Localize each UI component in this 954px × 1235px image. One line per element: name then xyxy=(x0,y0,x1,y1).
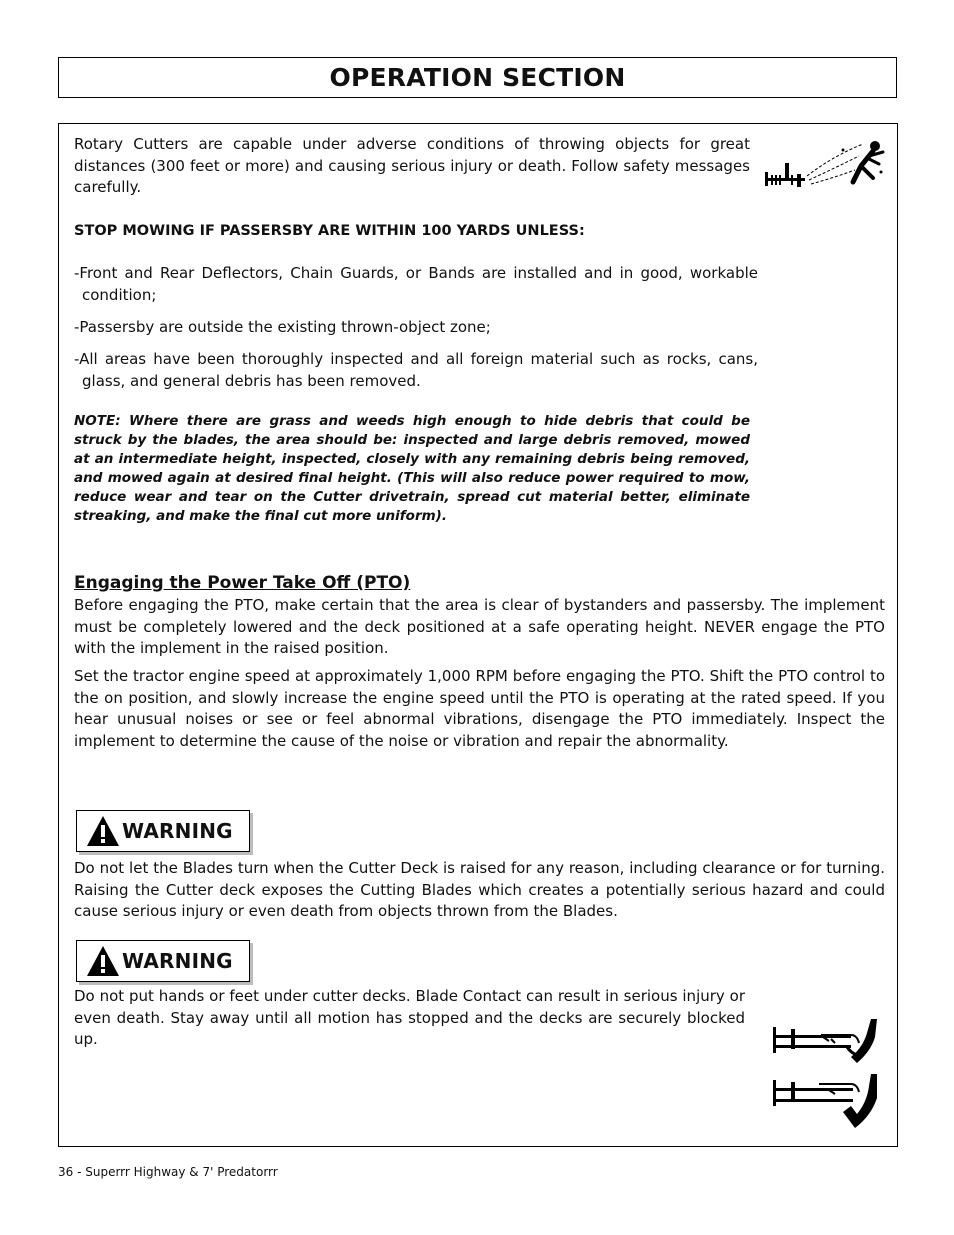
intro-paragraph: Rotary Cutters are capable under adverse conditions of throwing objects for great distances (300 feet or more) and causing serious injury or death. Follow safety messages carefully. xyxy=(74,135,750,196)
hand-under-deck-icon xyxy=(771,1017,881,1067)
pto-section-title: Engaging the Power Take Off (PTO) xyxy=(74,573,411,593)
note-paragraph: NOTE: Where there are grass and weeds high enough to hide debris that could be struck by the blades, the area should be: inspected and large debris removed, mowed at an intermediate height, inspected, closely with any remaining debris being removed, and mowed again at desired final height. (This will also reduce power required to mow, reduce wear and tear on the Cutter drivetrain, spread cut material better, eliminate streaking, and make the final cut more uniform). xyxy=(74,413,750,524)
page-footer: 36 - Superrr Highway & 7' Predatorrr xyxy=(58,1165,278,1179)
warning-label: WARNING xyxy=(122,819,233,843)
stop-heading: STOP MOWING IF PASSERSBY ARE WITHIN 100 YARDS UNLESS: xyxy=(74,223,585,239)
warning-badge xyxy=(76,940,250,982)
warning-text: Do not put hands or feet under cutter decks. Blade Contact can result in serious injury or even death. Stay away until all motion has stopped and the decks are securely blocked up. xyxy=(74,987,745,1048)
content-box xyxy=(58,123,898,1147)
foot-under-deck-icon xyxy=(771,1072,881,1130)
bullet-item: -All areas have been thoroughly inspected and all foreign material such as rocks, cans, glass, and general debris has been removed. xyxy=(74,350,758,390)
warning-text: Do not let the Blades turn when the Cutter Deck is raised for any reason, including clearance or for turning. Raising the Cutter deck exposes the Cutting Blades which creates a potentially serious hazard and could cause serious injury or even death from objects thrown from the Blades. xyxy=(74,859,885,920)
page-title: OPERATION SECTION xyxy=(329,63,626,92)
warning-label: WARNING xyxy=(122,949,233,973)
warning-triangle-icon xyxy=(86,945,120,977)
thrown-object-hazard-icon xyxy=(763,138,887,190)
bullet-item: -Passersby are outside the existing thrown-object zone; xyxy=(74,318,491,336)
pto-paragraph: Before engaging the PTO, make certain that the area is clear of bystanders and passersby. The implement must be completely lowered and the deck positioned at a safe operating height. NEVER engage the PTO with the implement in the raised position. xyxy=(74,596,885,657)
pto-paragraph: Set the tractor engine speed at approximately 1,000 RPM before engaging the PTO. Shift the PTO control to the on position, and slowly increase the engine speed until the PTO is operating at the rated speed. If you hear unusual noises or see or feel abnormal vibrations, disengage the PTO immediately. Inspect the implement to determine the cause of the noise or vibration and repair the abnormality. xyxy=(74,667,885,750)
bullet-item: -Front and Rear Deflectors, Chain Guards, or Bands are installed and in good, workable condition; xyxy=(74,264,758,304)
page-header xyxy=(58,57,897,98)
warning-badge xyxy=(76,810,250,852)
warning-triangle-icon xyxy=(86,815,120,847)
